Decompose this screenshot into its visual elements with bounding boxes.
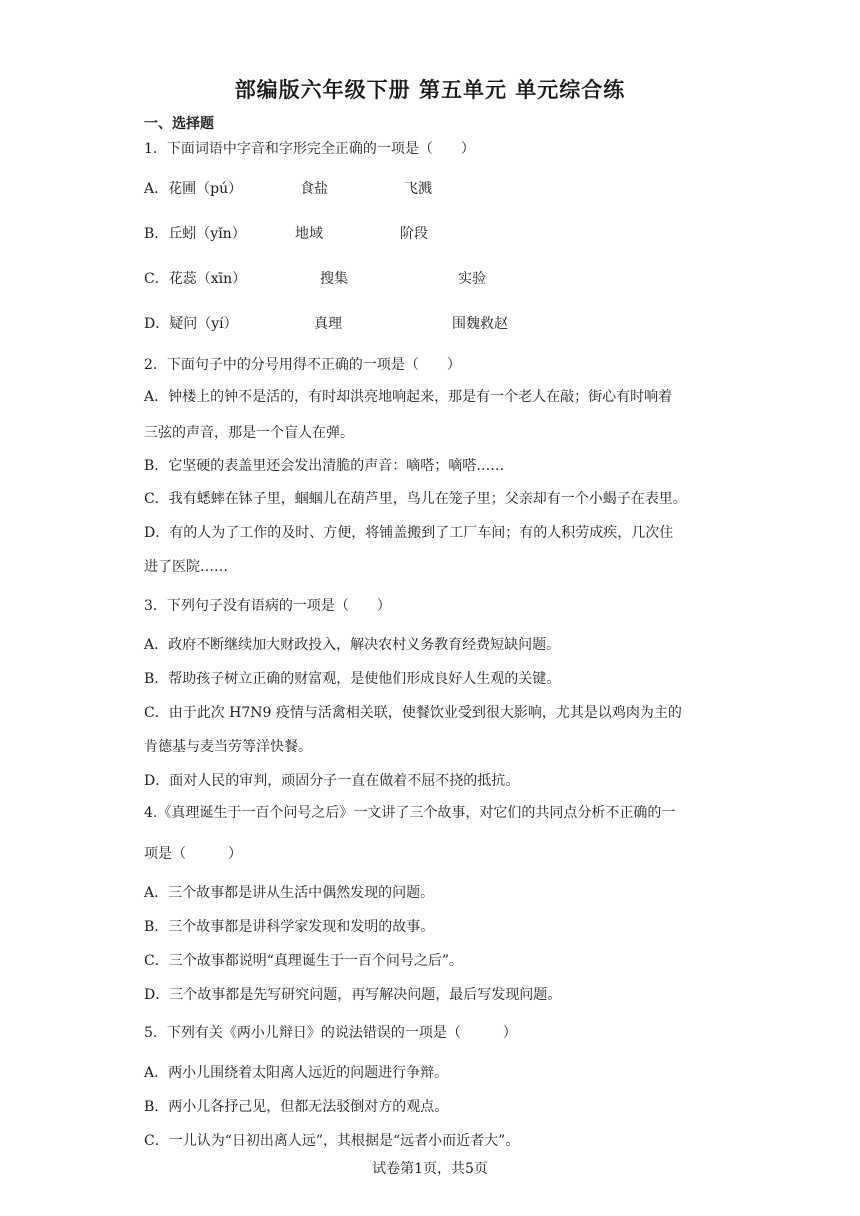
q3-stem: 3．下列句子没有语病的一项是（ ） (144, 598, 391, 614)
q1-option-b (144, 224, 744, 244)
q3-option-c-line2: 肯德基与麦当劳等洋快餐。 (144, 739, 312, 755)
q1-a-word2: 食盐 (300, 181, 328, 197)
q1-d-word2: 真理 (314, 316, 342, 332)
q5-option-c: C．一儿认为“日初出离人远”，其根据是“远者小而近者大”。 (144, 1133, 520, 1149)
page-title: 部编版六年级下册 第五单元 单元综合练 (234, 78, 626, 102)
q1-b-word3: 阶段 (400, 226, 428, 242)
q1-option-d (144, 314, 744, 334)
q1-d-word1: D．疑问（yí） (144, 316, 238, 332)
q4-stem-line2: 项是（ ） (144, 846, 242, 862)
q5-option-b: B．两小儿各抒己见，但都无法驳倒对方的观点。 (144, 1099, 449, 1115)
q4-stem-line1: 4.《真理诞生于一百个问号之后》一文讲了三个故事，对它们的共同点分析不正确的一 (144, 805, 676, 821)
q3-option-d: D．面对人民的审判，顽固分子一直在做着不屈不挠的抵抗。 (144, 773, 520, 789)
q3-option-a: A．政府不断继续加大财政投入，解决农村义务教育经费短缺问题。 (144, 637, 561, 653)
q2-stem: 2．下面句子中的分号用得不正确的一项是（ ） (144, 357, 461, 373)
q1-a-word1: A．花圃（pú） (144, 181, 243, 197)
q4-option-c: C．三个故事都说明“真理诞生于一百个问号之后”。 (144, 953, 464, 969)
q1-c-word1: C．花蕊（xīn） (144, 271, 247, 287)
q1-b-word1: B．丘蚓（yǐn） (144, 226, 246, 242)
q3-option-c-line1: C．由于此次 H7N9 疫情与活禽相关联，使餐饮业受到很大影响，尤其是以鸡肉为主的 (144, 705, 682, 721)
q4-option-a: A．三个故事都是讲从生活中偶然发现的问题。 (144, 885, 435, 901)
q5-option-a: A．两小儿围绕着太阳离人远近的问题进行争辩。 (144, 1065, 449, 1081)
q1-option-c (144, 269, 744, 289)
q1-a-word3: 飞溅 (404, 181, 432, 197)
q1-c-word2: 搜集 (320, 271, 348, 287)
q2-option-a-line2: 三弦的声音，那是一个盲人在弹。 (144, 425, 354, 441)
q3-option-b: B．帮助孩子树立正确的财富观，是使他们形成良好人生观的关键。 (144, 671, 561, 687)
q1-b-word2: 地域 (295, 226, 323, 242)
q2-option-a-line1: A．钟楼上的钟不是活的，有时却洪亮地响起来，那是有一个老人在敲；街心有时响着 (144, 389, 673, 405)
q1-stem: 1．下面词语中字音和字形完全正确的一项是（ ） (144, 141, 475, 157)
q1-option-a (144, 179, 744, 199)
q1-d-word3: 围魏救赵 (452, 316, 508, 332)
q5-stem: 5．下列有关《两小儿辩日》的说法错误的一项是（ ） (144, 1025, 517, 1041)
q2-option-d-line1: D．有的人为了工作的及时、方便，将铺盖搬到了工厂车间；有的人积劳成疾，几次住 (144, 525, 674, 541)
q2-option-c: C．我有蟋蟀在钵子里，蝈蝈儿在葫芦里，鸟儿在笼子里；父亲却有一个小蝎子在表里。 (144, 491, 687, 507)
section-heading: 一、选择题 (144, 116, 214, 132)
q4-option-d: D．三个故事都是先写研究问题，再写解决问题，最后写发现问题。 (144, 987, 562, 1003)
page-footer: 试卷第1页，共5页 (372, 1161, 488, 1177)
q1-c-word3: 实验 (458, 271, 486, 287)
q4-option-b: B．三个故事都是讲科学家发现和发明的故事。 (144, 919, 435, 935)
q2-option-d-line2: 进了医院…… (144, 559, 228, 575)
q2-option-b: B．它坚硬的表盖里还会发出清脆的声音：嘀嗒；嘀嗒…… (144, 458, 505, 474)
